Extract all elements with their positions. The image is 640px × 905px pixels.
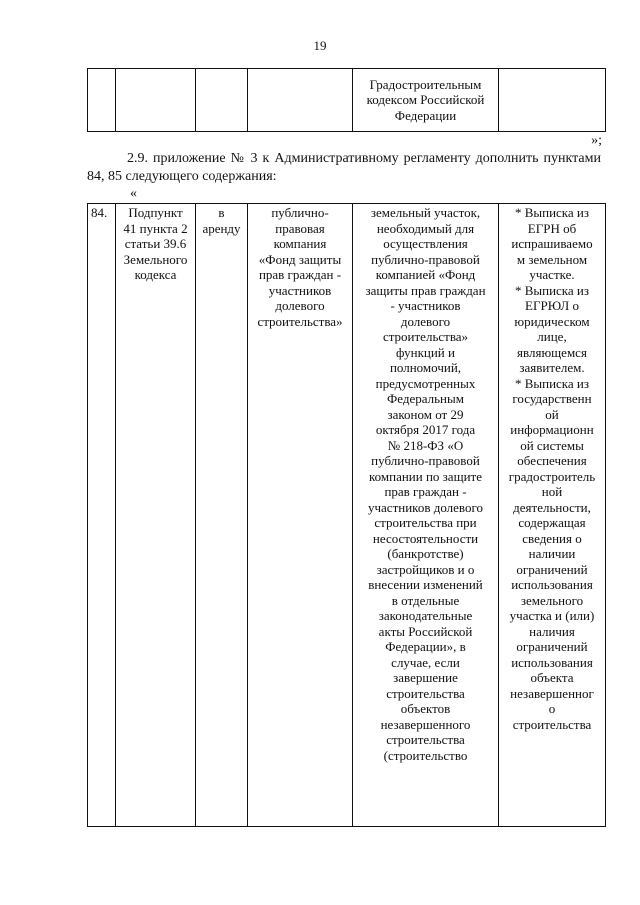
regulation-table bbox=[87, 203, 606, 827]
cell-line: информационн bbox=[510, 422, 594, 437]
cell-line: в bbox=[218, 205, 225, 220]
cell-line: незавершенного bbox=[380, 716, 471, 732]
required-document bbox=[501, 376, 603, 733]
cell-line: ной bbox=[541, 484, 563, 499]
cell-line: Федерации», в bbox=[385, 639, 466, 654]
cell-line: испрашиваемо bbox=[511, 236, 593, 251]
purpose-cell bbox=[353, 204, 499, 827]
table-cell bbox=[88, 69, 116, 132]
opening-quote: « bbox=[130, 186, 137, 201]
cell-line: законом от 29 bbox=[387, 406, 464, 422]
cell-line: объекта bbox=[530, 670, 574, 685]
cell-line: октября 2017 года bbox=[375, 422, 476, 437]
page-number: 19 bbox=[313, 38, 327, 53]
cell-line: о bbox=[548, 701, 556, 716]
documents-cell bbox=[499, 204, 606, 827]
cell-line: ограничений bbox=[516, 639, 588, 654]
cell-line: градостроитель bbox=[508, 468, 596, 484]
cell-line: наличии bbox=[528, 546, 576, 561]
cell-line: м земельном bbox=[516, 251, 588, 267]
cell-line: строительства» bbox=[382, 329, 469, 344]
cell-line: лице, bbox=[537, 329, 567, 344]
cell-line: кодекса bbox=[134, 267, 177, 282]
cell-line: осуществления bbox=[383, 236, 468, 251]
table-cell-purpose bbox=[353, 69, 499, 132]
cell-line: ЕГРЮЛ о bbox=[525, 298, 579, 313]
cell-line: обеспечения bbox=[517, 453, 587, 468]
table-row bbox=[88, 69, 606, 132]
cell-line: № 218-ФЗ «О bbox=[387, 437, 464, 453]
cell-line: ой bbox=[545, 406, 559, 422]
cell-line: ой системы bbox=[520, 437, 584, 453]
form-cell bbox=[196, 204, 248, 827]
cell-line: участка и (или) bbox=[509, 608, 595, 623]
cell-line: компания bbox=[273, 236, 327, 251]
cell-line: наличия bbox=[529, 623, 575, 639]
cell-line: использования bbox=[511, 654, 593, 670]
cell-line: прав граждан - bbox=[258, 267, 342, 282]
cell-line: юридическом bbox=[514, 313, 590, 329]
cell-line: земельный участок, bbox=[370, 205, 481, 220]
cell-line: Градостроительным bbox=[369, 76, 482, 92]
cell-line: * Выписка из bbox=[514, 205, 590, 220]
cell-line: строительства bbox=[512, 716, 592, 732]
cell-line: являющемся bbox=[517, 344, 587, 360]
cell-line: 41 пункта 2 bbox=[123, 220, 188, 236]
cell-line: строительства bbox=[386, 732, 465, 747]
cell-line: в отдельные bbox=[391, 592, 460, 608]
cell-line: функций и bbox=[396, 344, 455, 360]
cell-line: застройщиков и о bbox=[376, 561, 475, 577]
table-cell bbox=[499, 69, 606, 132]
cell-line: участников bbox=[268, 282, 332, 298]
cell-line: - участников bbox=[390, 298, 461, 313]
cell-line: публично-правовой bbox=[371, 453, 480, 468]
cell-line: строительства» bbox=[257, 313, 343, 329]
cell-line: участников долевого bbox=[368, 499, 483, 515]
continuation-table bbox=[87, 68, 606, 132]
cell-line: Земельного bbox=[123, 251, 188, 267]
cell-line: публично- bbox=[271, 205, 329, 220]
cell-line: заявителем. bbox=[519, 360, 585, 375]
cell-line: акты Российской bbox=[378, 623, 473, 639]
cell-line: правовая bbox=[275, 220, 325, 236]
cell-line: объектов bbox=[400, 701, 451, 716]
cell-line: «Фонд защиты bbox=[258, 251, 342, 267]
cell-line: использования bbox=[511, 577, 593, 592]
cell-line: (строительство bbox=[383, 747, 468, 763]
cell-line: аренду bbox=[202, 220, 241, 236]
legal-basis-cell bbox=[116, 204, 196, 827]
cell-line: долевого bbox=[400, 313, 451, 329]
cell-line: * Выписка из bbox=[514, 282, 590, 298]
cell-line: компанией «Фонд bbox=[375, 267, 476, 282]
cell-line: деятельности, bbox=[513, 499, 591, 515]
required-document bbox=[501, 205, 603, 283]
cell-line: завершение bbox=[393, 670, 458, 685]
cell-line: Подпункт bbox=[128, 205, 183, 220]
cell-line: ограничений bbox=[516, 561, 588, 577]
cell-line: кодексом Российской bbox=[366, 92, 485, 108]
cell-line: содержащая bbox=[518, 515, 586, 530]
cell-line: участке. bbox=[529, 267, 575, 282]
cell-line: ЕГРН об bbox=[527, 220, 577, 236]
cell-line: необходимый для bbox=[376, 220, 475, 236]
cell-line: земельного bbox=[520, 592, 584, 608]
table-row bbox=[88, 204, 606, 827]
cell-line: * Выписка из bbox=[514, 375, 590, 391]
cell-line: внесении изменений bbox=[368, 577, 483, 592]
table-cell bbox=[116, 69, 196, 132]
cell-line: Федеральным bbox=[387, 391, 464, 406]
cell-line: предусмотренных bbox=[375, 375, 476, 391]
cell-line: защиты прав граждан bbox=[365, 282, 486, 298]
closing-quote: »; bbox=[591, 133, 602, 148]
cell-line: строительства при bbox=[374, 515, 477, 530]
item-number: 84. bbox=[88, 204, 116, 827]
cell-line: Федерации bbox=[394, 107, 457, 123]
amendment-paragraph: 2.9. приложение № 3 к Административному регламенту дополнить пунктами 84, 85 следующего содержания: bbox=[87, 151, 601, 184]
cell-line: публично-правовой bbox=[371, 251, 480, 267]
cell-line: полномочий, bbox=[389, 360, 462, 375]
cell-line: статьи 39.6 bbox=[124, 236, 187, 251]
cell-line: строительства bbox=[386, 685, 465, 701]
cell-line: долевого bbox=[275, 298, 325, 313]
table-cell bbox=[196, 69, 248, 132]
cell-line: сведения о bbox=[522, 530, 582, 546]
table-cell bbox=[248, 69, 353, 132]
cell-line: случае, если bbox=[391, 654, 460, 670]
cell-line: незавершенног bbox=[510, 685, 594, 701]
cell-line: несостоятельности bbox=[372, 530, 479, 546]
required-document bbox=[501, 283, 603, 376]
cell-line: (банкротстве) bbox=[387, 546, 464, 561]
applicant-cell bbox=[248, 204, 353, 827]
cell-line: компании по защите bbox=[368, 468, 482, 484]
cell-line: прав граждан - bbox=[384, 484, 467, 499]
cell-line: государственн bbox=[512, 391, 592, 406]
cell-line: законодательные bbox=[378, 608, 473, 623]
